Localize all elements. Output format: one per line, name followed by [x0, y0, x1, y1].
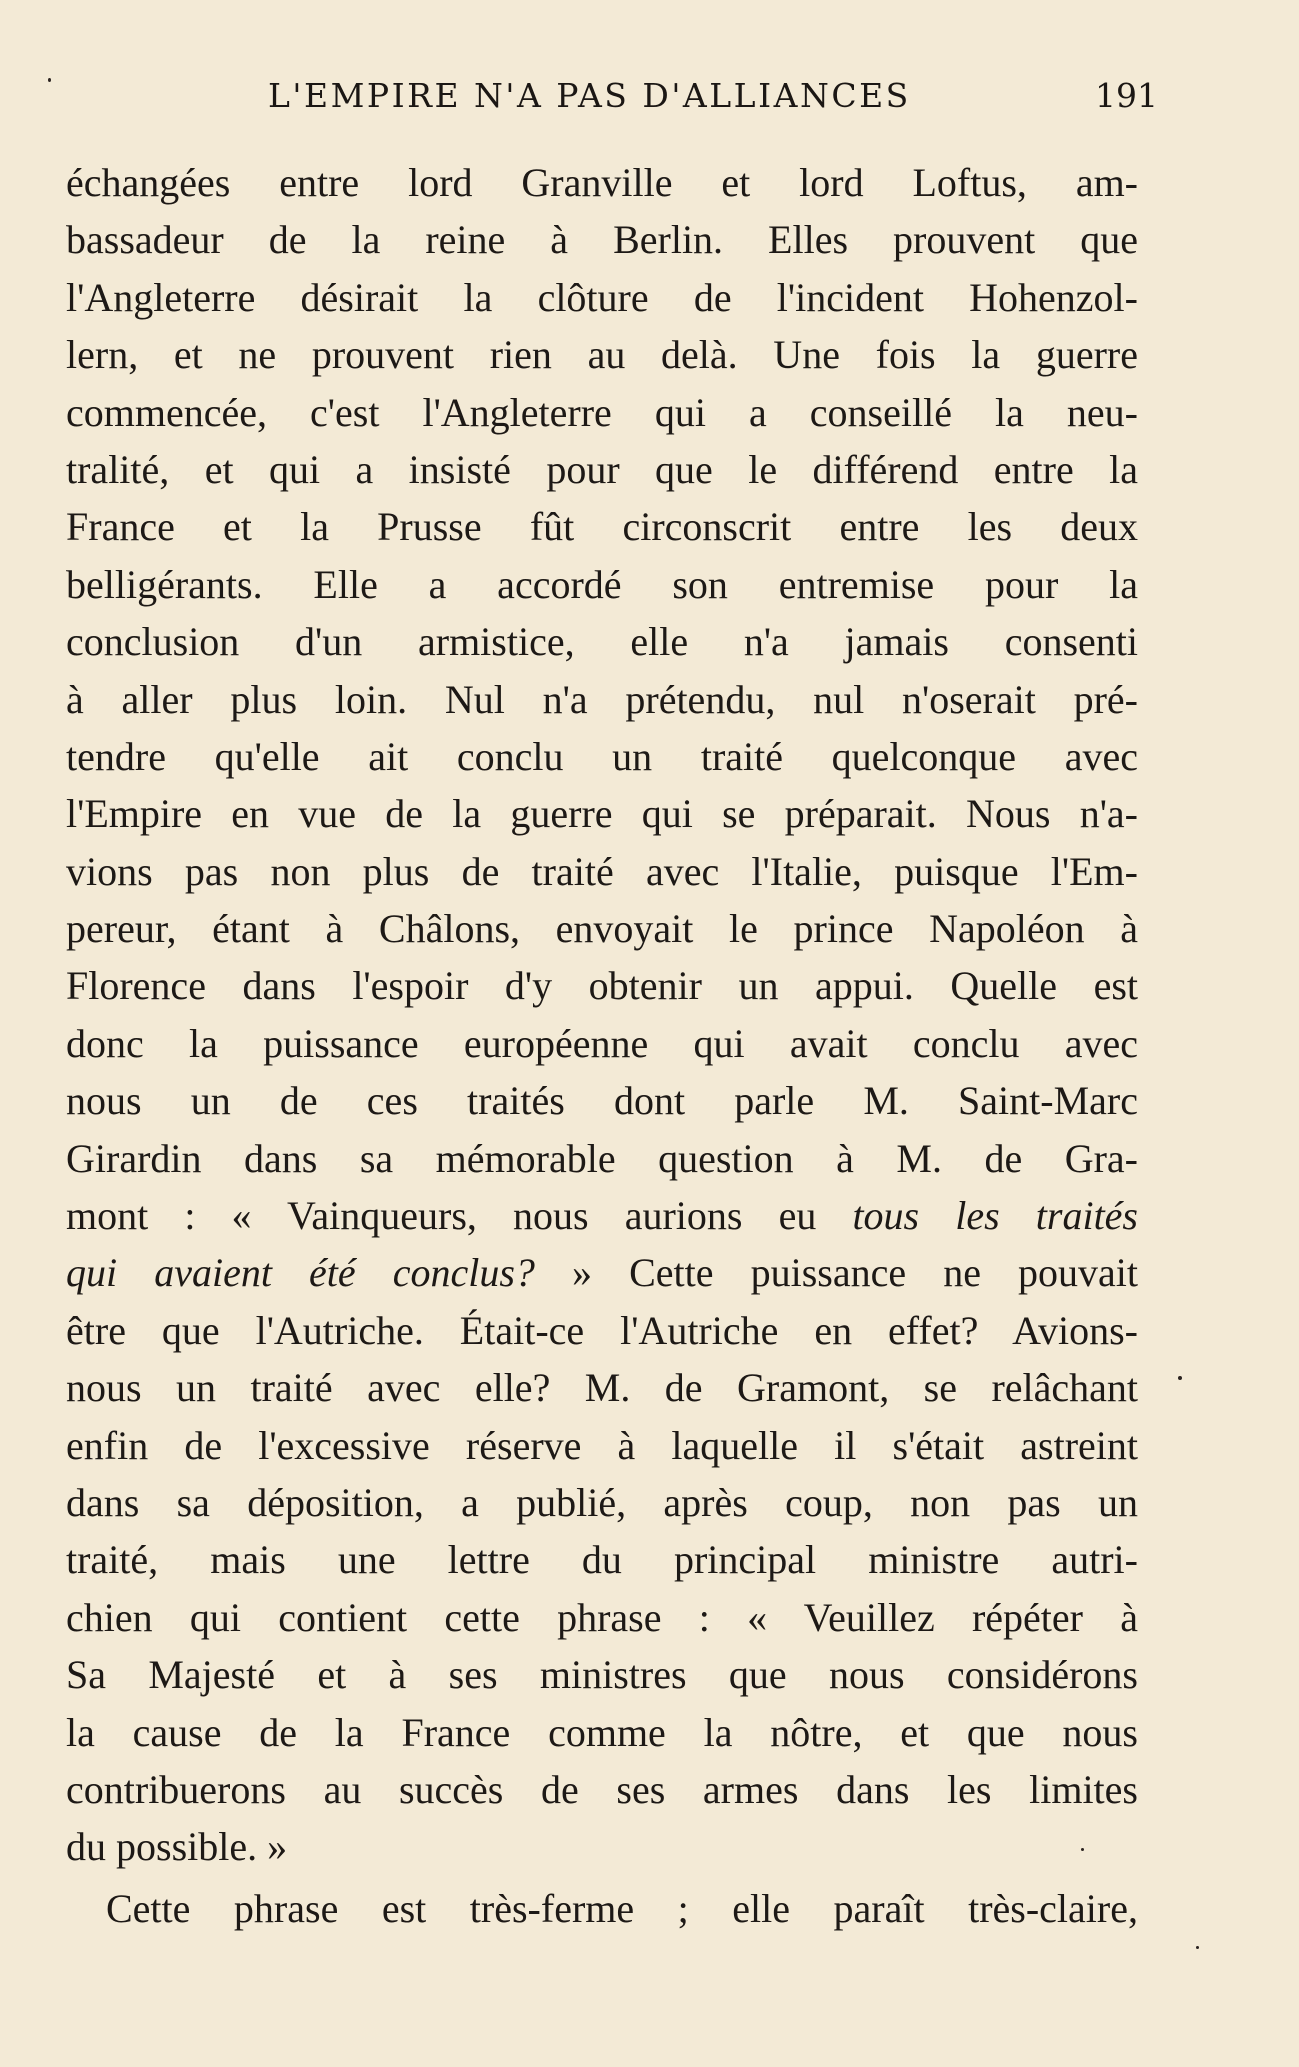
- text-segment: lern, et ne prouvent rien au delà. Une fois la guerre: [66, 332, 1138, 378]
- text-segment: mont : « Vainqueurs, nous aurions eu: [66, 1193, 853, 1239]
- text-line: [66, 1130, 1138, 1187]
- italic-text-segment: tous les traités: [852, 1193, 1138, 1239]
- text-segment: l'Empire en vue de la guerre qui se préparait. Nous n'a-: [66, 791, 1138, 837]
- text-line: [66, 785, 1138, 842]
- text-line: [66, 556, 1138, 613]
- text-segment: France et la Prusse fût circonscrit entre les deux: [66, 504, 1138, 550]
- text-segment: enfin de l'excessive réserve à laquelle il s'était astreint: [66, 1422, 1138, 1468]
- text-segment: Girardin dans sa mémorable question à M. de Gra-: [66, 1135, 1138, 1181]
- text-line: [66, 154, 1138, 211]
- text-segment: commencée, c'est l'Angleterre qui a conseillé la neu-: [66, 389, 1138, 435]
- text-line: [66, 1417, 1138, 1474]
- text-line: [66, 1818, 1138, 1875]
- text-segment: être que l'Autriche. Était-ce l'Autriche en effet? Avions-: [66, 1307, 1138, 1353]
- text-line: [66, 1531, 1138, 1588]
- text-segment: traité, mais une lettre du principal ministre autri-: [66, 1537, 1138, 1583]
- text-segment: contribuerons au succès de ses armes dans les limites: [66, 1766, 1138, 1812]
- text-segment: nous un de ces traités dont parle M. Saint-Marc: [66, 1078, 1138, 1124]
- text-segment: pereur, étant à Châlons, envoyait le prince Napoléon à: [66, 906, 1138, 952]
- text-line: [66, 671, 1138, 728]
- text-segment: Sa Majesté et à ses ministres que nous considérons: [66, 1652, 1138, 1698]
- text-line: [66, 728, 1138, 785]
- text-line: [66, 211, 1138, 268]
- text-segment: Florence dans l'espoir d'y obtenir un appui. Quelle est: [66, 963, 1138, 1009]
- text-line: [66, 1646, 1138, 1703]
- text-line: [66, 957, 1138, 1014]
- text-line: [66, 613, 1138, 670]
- text-line: [66, 1244, 1138, 1301]
- body-text: [66, 154, 1138, 1937]
- text-line: [66, 1187, 1138, 1244]
- text-line: [66, 384, 1138, 441]
- print-speck: [1178, 1376, 1182, 1380]
- text-segment: belligérants. Elle a accordé son entremise pour la: [66, 561, 1138, 607]
- text-segment: chien qui contient cette phrase : « Veuillez répéter à: [66, 1594, 1138, 1640]
- text-segment: nous un traité avec elle? M. de Gramont, se relâchant: [66, 1365, 1138, 1411]
- text-segment: Cette phrase est très-ferme ; elle paraît très-claire,: [106, 1885, 1138, 1931]
- text-segment: conclusion d'un armistice, elle n'a jamais consenti: [66, 619, 1138, 665]
- text-line: [66, 1072, 1138, 1129]
- text-segment: vions pas non plus de traité avec l'Italie, puisque l'Em-: [66, 848, 1138, 894]
- text-segment: tralité, et qui a insisté pour que le différend entre la: [66, 446, 1138, 492]
- print-speck: [1196, 1946, 1199, 1949]
- text-line: [66, 1474, 1138, 1531]
- page-header: [0, 76, 1299, 126]
- page-number: 191: [1095, 76, 1158, 115]
- text-segment: la cause de la France comme la nôtre, et que nous: [66, 1709, 1138, 1755]
- text-line: [66, 1359, 1138, 1416]
- text-line: [66, 1704, 1138, 1761]
- print-speck: [1081, 1848, 1084, 1851]
- text-segment: dans sa déposition, a publié, après coup, non pas un: [66, 1479, 1138, 1525]
- text-line: [66, 1761, 1138, 1818]
- text-segment: » Cette puissance ne pouvait: [534, 1250, 1139, 1296]
- text-line: [66, 1302, 1138, 1359]
- text-line: [66, 1589, 1138, 1646]
- text-line: [66, 441, 1138, 498]
- text-line: [66, 900, 1138, 957]
- text-segment: du possible. »: [66, 1824, 288, 1870]
- text-segment: tendre qu'elle ait conclu un traité quelconque avec: [66, 733, 1138, 779]
- text-line: [66, 1880, 1138, 1937]
- text-segment: donc la puissance européenne qui avait conclu avec: [66, 1020, 1138, 1066]
- print-speck: [48, 78, 51, 82]
- text-segment: bassadeur de la reine à Berlin. Elles prouvent que: [66, 217, 1138, 263]
- running-head: L'EMPIRE N'A PAS D'ALLIANCES: [268, 76, 911, 115]
- text-line: [66, 498, 1138, 555]
- italic-text-segment: qui avaient été conclus?: [66, 1250, 535, 1296]
- text-line: [66, 326, 1138, 383]
- text-line: [66, 843, 1138, 900]
- text-line: [66, 269, 1138, 326]
- text-segment: l'Angleterre désirait la clôture de l'incident Hohenzol-: [66, 274, 1138, 320]
- text-line: [66, 1015, 1138, 1072]
- text-segment: à aller plus loin. Nul n'a prétendu, nul n'oserait pré-: [66, 676, 1138, 722]
- text-segment: échangées entre lord Granville et lord Loftus, am-: [66, 160, 1138, 205]
